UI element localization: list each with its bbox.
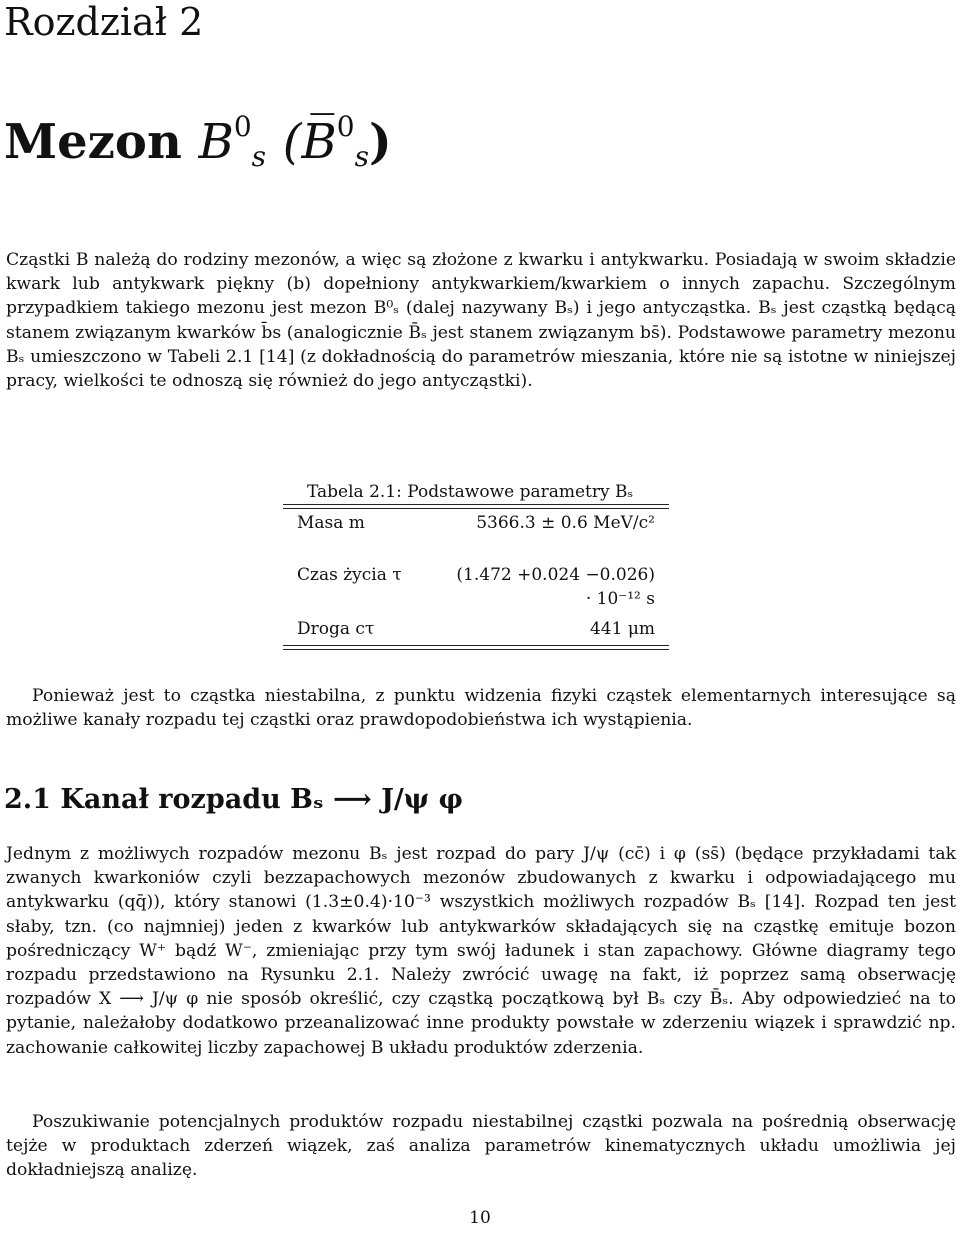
table-cell-value: 441 μm [589,619,655,639]
table-caption: Tabela 2.1: Podstawowe parametry Bₛ [307,482,634,502]
table-cell-value: 5366.3 ± 0.6 MeV/c² [476,513,655,533]
chapter-title-bar-sub: s [354,140,369,173]
chapter-title-sup: 0 [233,110,252,143]
chapter-title-sub: s [251,140,267,173]
intro-paragraph: Cząstki B należą do rodziny mezonów, a więc są złożone z kwarku i antykwarku. Posiadają w swoim składzie kwark lub antykwark piękny (b) dopełniony antykwarkiem/kwarkiem o innych zapachu. Szczególnym przypadkiem takiego mezonu jest mezon B⁰ₛ (dalej nazywany Bₛ) i jego antycząstka. Bₛ jest cząstką będącą stanem związanym kwarków b̄s (analogicznie B̄ₛ jest stanem związanym bs̄). Podstawowe parametry mezonu Bₛ umieszczono w Tabeli 2.1 [14] (z dokładnością do parametrów mieszania, które nie są istotne w niniejszej pracy, wielkości te odnoszą się również do jego antycząstki). [6,250,956,392]
chapter-title-symbol: B [198,114,234,170]
chapter-title [4,92,392,192]
table-row [283,617,669,641]
parameters-table [283,480,669,650]
table-cell-value: (1.472 +0.024 −0.026) · 10⁻¹² s [456,565,655,609]
table-cell-label: Czas życia τ [297,565,402,585]
chapter-title-close: ) [368,114,392,170]
page-number: 10 [469,1208,491,1228]
section-title: 2.1 Kanał rozpadu Bₛ ⟶ J/ψ φ [4,784,463,815]
table-cell-label: Masa m [297,513,365,533]
table-bottom-rule [283,645,669,650]
chapter-title-bar-sup: 0 [336,110,355,143]
chapter-title-bar-symbol: (B̅ [282,114,337,170]
table-top-rule [283,504,669,509]
section-paragraph-2: Poszukiwanie potencjalnych produktów rozpadu niestabilnej cząstki pozwala na pośrednią obserwację tejże w produktach zderzeń wiązek, zaś analiza parametrów kinematycznych układu umożliwia jej dokładniejszą analizę. [6,1112,956,1181]
section-paragraph-1: Jednym z możliwych rozpadów mezonu Bₛ jest rozpad do pary J/ψ (cc̄) i φ (ss̄) (będące przykładami tak zwanych kwarkoniów czyli bezzapachowych mezonów zbudowanych z kwarku i odpowiadającego mu antykwarku (qq̄)), który stanowi (1.3±0.4)·10⁻³ wszystkich możliwych rozpadów Bₛ [14]. Rozpad ten jest słaby, tzn. (co najmniej) jeden z kwarków lub antykwarków składających się na cząstkę emituje bozon pośredniczący W⁺ bądź W⁻, zmieniając przy tym swój ładunek i stan zapachowy. Główne diagramy tego rozpadu przedstawiono na Rysunku 2.1. Należy zwrócić uwagę na fakt, iż poprzez samą obserwację rozpadów X ⟶ J/ψ φ nie sposób określić, czy cząstką początkową był Bₛ czy B̄ₛ. Aby odpowiedzieć na to pytanie, należałoby dodatkowo przeanalizować inne produkty powstałe w zderzeniu wiązek i sprawdzić np. zachowanie całkowitej liczby zapachowej B układu produktów zderzenia. [6,844,956,1058]
chapter-title-text: Mezon [4,114,182,170]
table-cell-label: Droga cτ [297,619,375,639]
chapter-label: Rozdział 2 [4,0,204,44]
table-row [283,511,669,535]
after-table-paragraph: Ponieważ jest to cząstka niestabilna, z punktu widzenia fizyki cząstek elementarnych interesujące są możliwe kanały rozpadu tej cząstki oraz prawdopodobieństwa ich wystąpienia. [6,686,956,731]
table-row [283,563,669,609]
